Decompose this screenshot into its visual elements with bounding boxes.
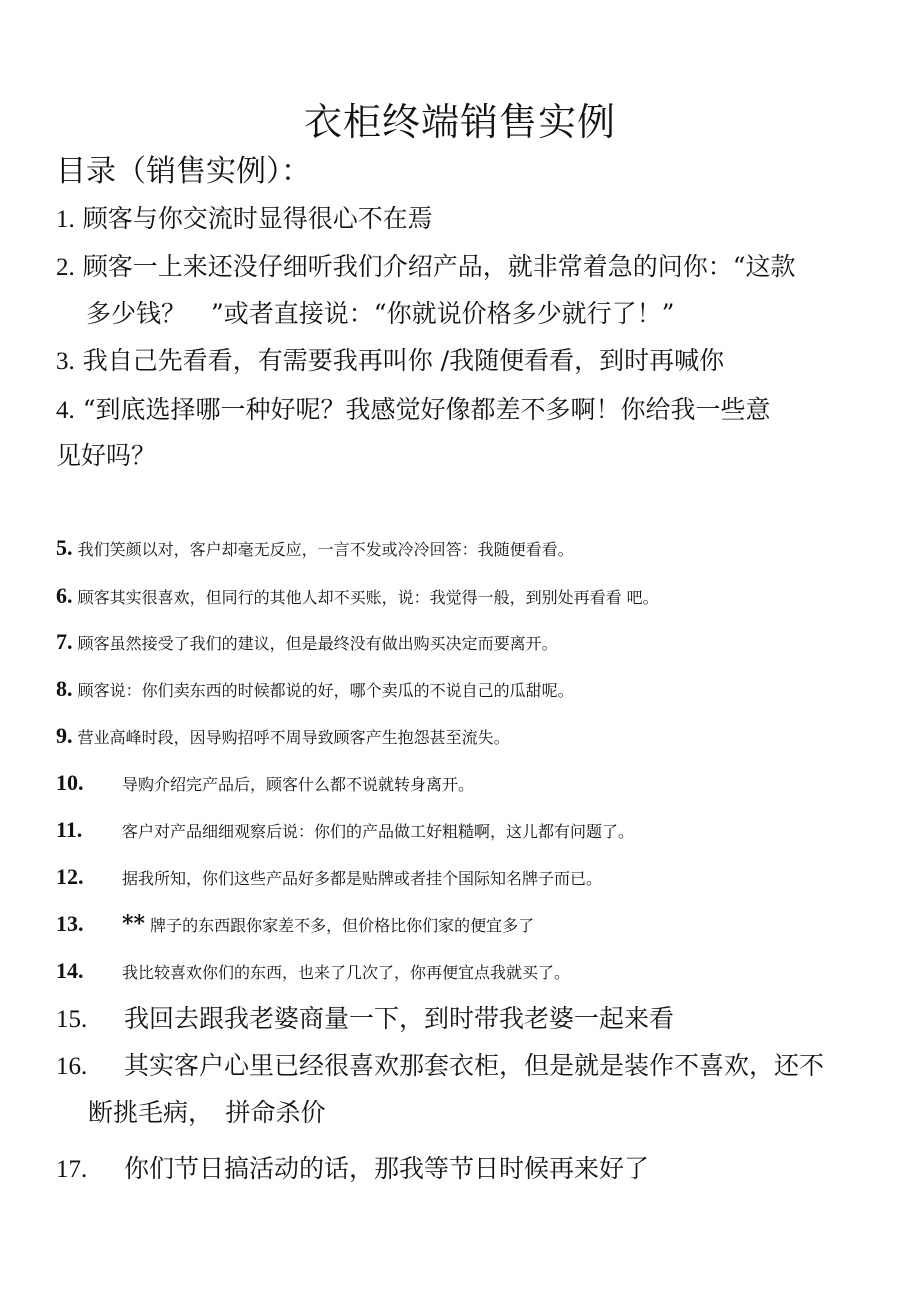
list-item: [56, 1003, 856, 1036]
list-item: [56, 960, 856, 984]
list-item: [56, 585, 856, 609]
list-item: [56, 251, 856, 284]
item-text: 我回去跟我老婆商量一下，到时带我老婆一起来看: [124, 1004, 675, 1033]
list-item: [56, 819, 856, 843]
item-number: 14.: [56, 958, 84, 983]
list-item: [56, 631, 856, 655]
item-number: 2.: [56, 254, 75, 281]
item-number: 9.: [56, 723, 73, 748]
item-number: 17.: [56, 1156, 88, 1183]
item-text: 你们节日搞活动的话，那我等节日时候再来好了: [124, 1154, 650, 1183]
item-number: 16.: [56, 1053, 88, 1080]
item-text: 营业高峰时段，因导购招呼不周导致顾客产生抱怨甚至流失。: [77, 728, 510, 747]
item-text: 顾客与你交流时显得很心不在焉: [82, 204, 433, 233]
item-text: 据我所知，你们这些产品好多都是贴牌或者挂个国际知名牌子而已。: [122, 869, 603, 888]
item-continuation: 多少钱？ ”或者直接说：“你就说价格多少就行了！”: [86, 299, 675, 328]
item-number: 8.: [56, 676, 73, 701]
item-number: 10.: [56, 770, 84, 795]
item-number: 4.: [56, 397, 75, 424]
item-number: 6.: [56, 583, 73, 608]
list-item: [56, 345, 856, 378]
item-number: 12.: [56, 864, 84, 889]
list-item: [56, 772, 856, 796]
item-number: 11.: [56, 817, 83, 842]
item-text: 导购介绍完产品后，顾客什么都不说就转身离开。: [122, 775, 475, 794]
item-number: 7.: [56, 629, 73, 654]
item-number: 15.: [56, 1006, 88, 1033]
item-text: 顾客一上来还没仔细听我们介绍产品，就非常着急的问你：“这款: [82, 252, 796, 281]
item-continuation: 断挑毛病， 拼命杀价: [88, 1098, 326, 1127]
item-number: 5.: [56, 535, 73, 560]
item-number: 1.: [56, 206, 75, 233]
item-number: 3.: [56, 348, 75, 375]
item-text: 顾客说：你们卖东西的时候都说的好，哪个卖瓜的不说自己的瓜甜呢。: [77, 681, 574, 700]
item-stars: **: [122, 911, 146, 937]
list-item: [56, 1153, 856, 1186]
list-item: [56, 913, 856, 937]
item-text: 牌子的东西跟你家差不多，但价格比你们家的便宜多了: [150, 916, 535, 935]
item-text: 我们笑颜以对，客户却毫无反应，一言不发或冷冷回答：我随便看看。: [77, 540, 574, 559]
item-text: “到底选择哪一种好呢？我感觉好像都差不多啊！你给我一些意: [82, 395, 771, 424]
list-item: [56, 537, 856, 561]
item-text: 客户对产品细细观察后说：你们的产品做工好粗糙啊，这儿都有问题了。: [122, 822, 635, 841]
toc-heading: 目录（销售实例）：: [56, 154, 311, 189]
item-text: 顾客其实很喜欢，但同行的其他人却不买账，说：我觉得一般，到别处再看看 吧。: [77, 588, 659, 607]
list-item: [56, 678, 856, 702]
list-item: [56, 394, 856, 427]
list-item: [56, 866, 856, 890]
item-text: 我自己先看看，有需要我再叫你 /我随便看看，到时再喊你: [82, 346, 725, 375]
document-title: 衣柜终端销售实例: [303, 100, 616, 144]
item-continuation: 见好吗？: [56, 441, 157, 470]
list-item: [56, 1050, 856, 1083]
item-text: 我比较喜欢你们的东西，也来了几次了，你再便宜点我就买了。: [122, 963, 571, 982]
item-number: 13.: [56, 911, 84, 936]
list-item: [56, 203, 856, 236]
item-text: 其实客户心里已经很喜欢那套衣柜，但是就是装作不喜欢，还不: [124, 1051, 825, 1080]
item-text: 顾客虽然接受了我们的建议，但是最终没有做出购买决定而要离开。: [77, 634, 558, 653]
list-item: [56, 725, 856, 749]
